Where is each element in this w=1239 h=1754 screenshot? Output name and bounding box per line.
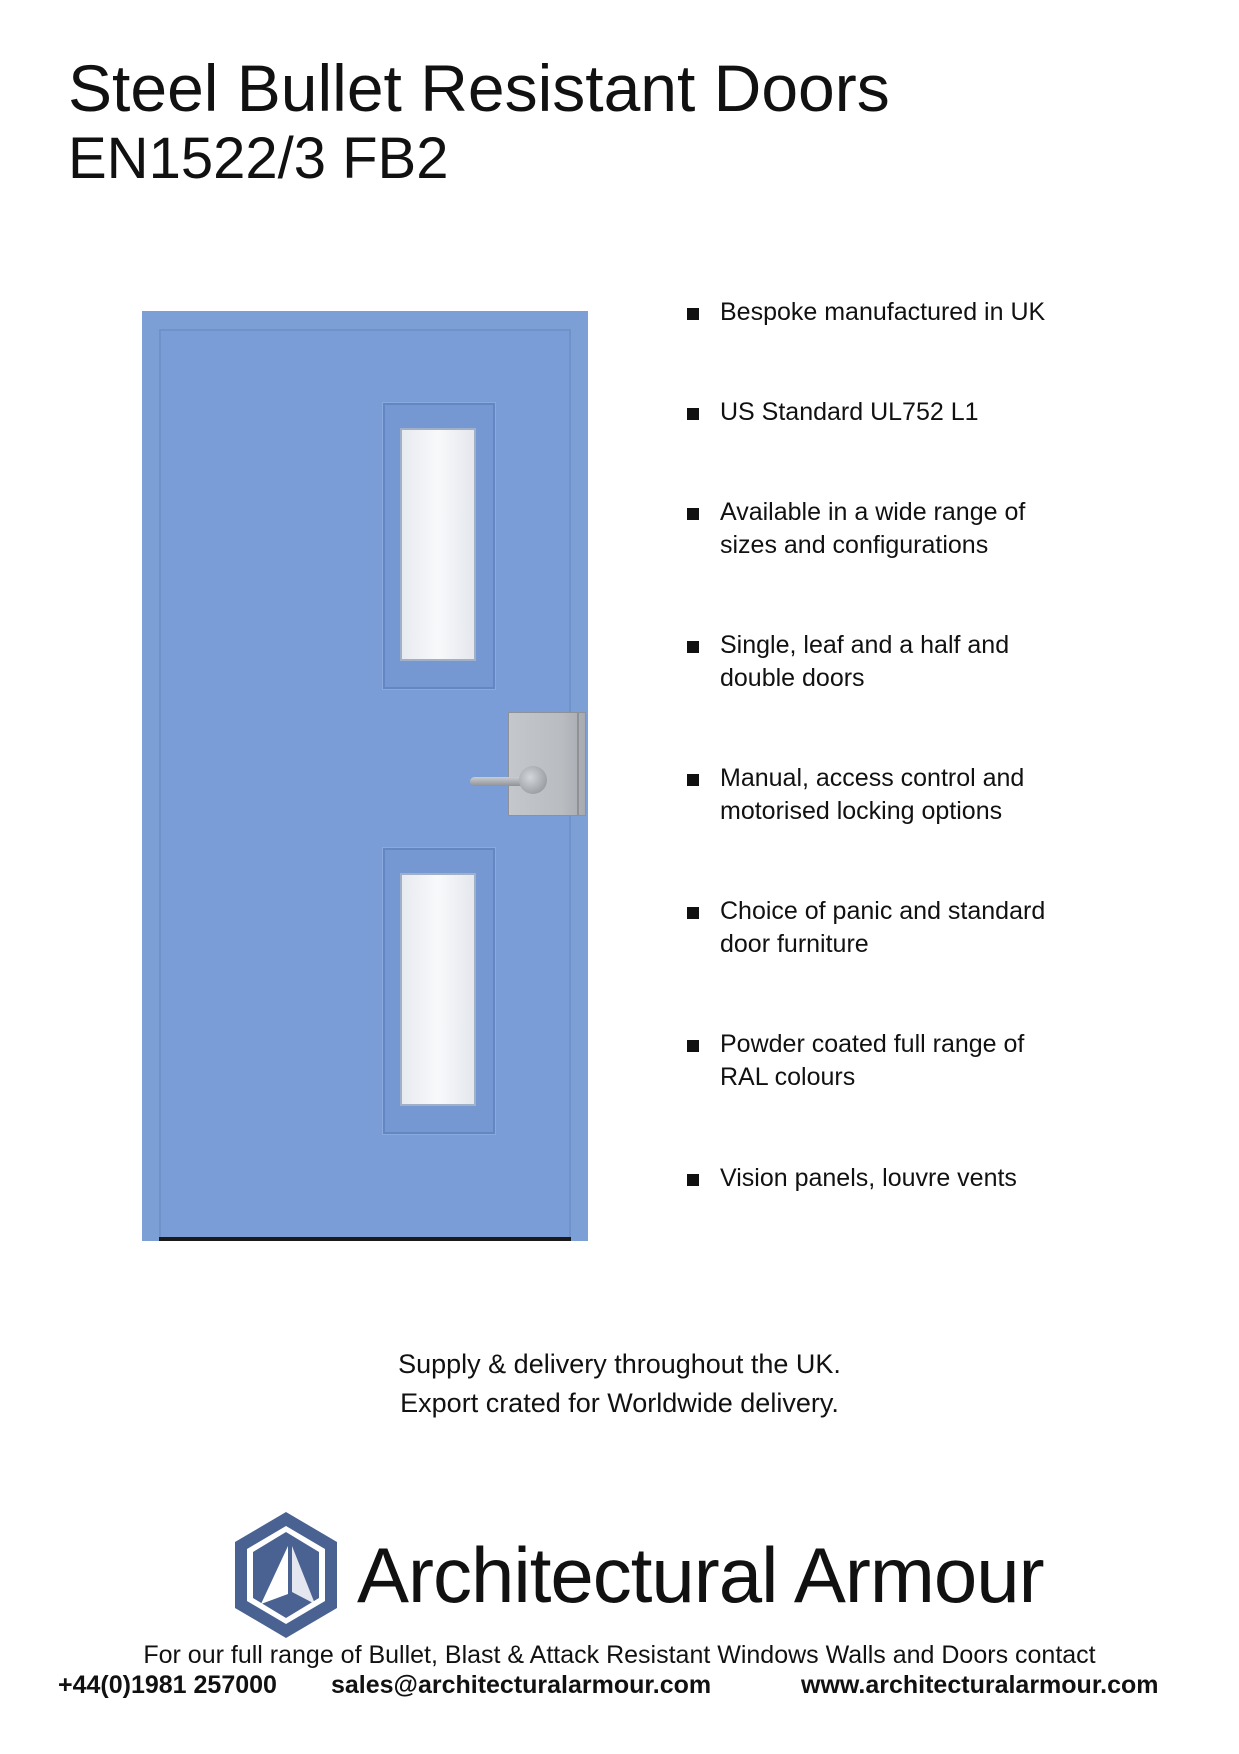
feature-item <box>682 762 1202 828</box>
feature-text-continued: door furniture <box>720 930 869 958</box>
door-threshold <box>159 1237 571 1241</box>
feature-text-continued: RAL colours <box>720 1063 856 1091</box>
vision-panel-bottom <box>383 848 495 1134</box>
feature-item <box>682 1028 1202 1094</box>
lock-case <box>508 712 586 816</box>
square-bullet-icon <box>687 308 699 320</box>
feature-item <box>682 629 1202 695</box>
supply-statement <box>0 1345 1239 1423</box>
page-title: Steel Bullet Resistant Doors <box>68 51 890 125</box>
contact-email-link[interactable]: sales@architecturalarmour.com <box>331 1671 712 1699</box>
supply-line-uk: Supply & delivery throughout the UK. <box>398 1349 841 1379</box>
vision-panel-glass <box>400 428 476 661</box>
square-bullet-icon <box>687 508 699 520</box>
feature-text: Single, leaf and a half and <box>720 631 1010 659</box>
square-bullet-icon <box>687 641 699 653</box>
feature-item <box>682 396 1202 429</box>
contact-phone[interactable]: +44(0)1981 257000 <box>58 1671 277 1699</box>
feature-text: Choice of panic and standard <box>720 897 1046 925</box>
feature-item <box>682 1162 1202 1195</box>
feature-item <box>682 496 1202 562</box>
feature-item <box>682 296 1202 329</box>
handle-rose-icon <box>519 766 547 794</box>
contact-intro: For our full range of Bullet, Blast & Attack Resistant Windows Walls and Doors contact <box>143 1641 1096 1669</box>
feature-text-continued: double doors <box>720 664 865 692</box>
architectural-armour-logo-icon <box>235 1512 337 1638</box>
feature-text: Powder coated full range of <box>720 1030 1025 1058</box>
square-bullet-icon <box>687 408 699 420</box>
vision-panel-glass <box>400 873 476 1106</box>
supply-line-export: Export crated for Worldwide delivery. <box>400 1388 839 1418</box>
feature-item <box>682 895 1202 961</box>
square-bullet-icon <box>687 1040 699 1052</box>
feature-text: Manual, access control and <box>720 764 1025 792</box>
feature-text: US Standard UL752 L1 <box>720 398 979 426</box>
feature-text: Vision panels, louvre vents <box>720 1164 1017 1192</box>
square-bullet-icon <box>687 774 699 786</box>
page-subtitle: EN1522/3 FB2 <box>68 126 449 191</box>
feature-text-continued: sizes and configurations <box>720 531 989 559</box>
website-link[interactable]: www.architecturalarmour.com <box>801 1671 1159 1699</box>
feature-text: Available in a wide range of <box>720 498 1026 526</box>
feature-text: Bespoke manufactured in UK <box>720 298 1046 326</box>
vision-panel-top <box>383 403 495 689</box>
square-bullet-icon <box>687 907 699 919</box>
square-bullet-icon <box>687 1174 699 1186</box>
feature-text-continued: motorised locking options <box>720 797 1003 825</box>
brand-name: Architectural Armour <box>357 1531 1044 1619</box>
